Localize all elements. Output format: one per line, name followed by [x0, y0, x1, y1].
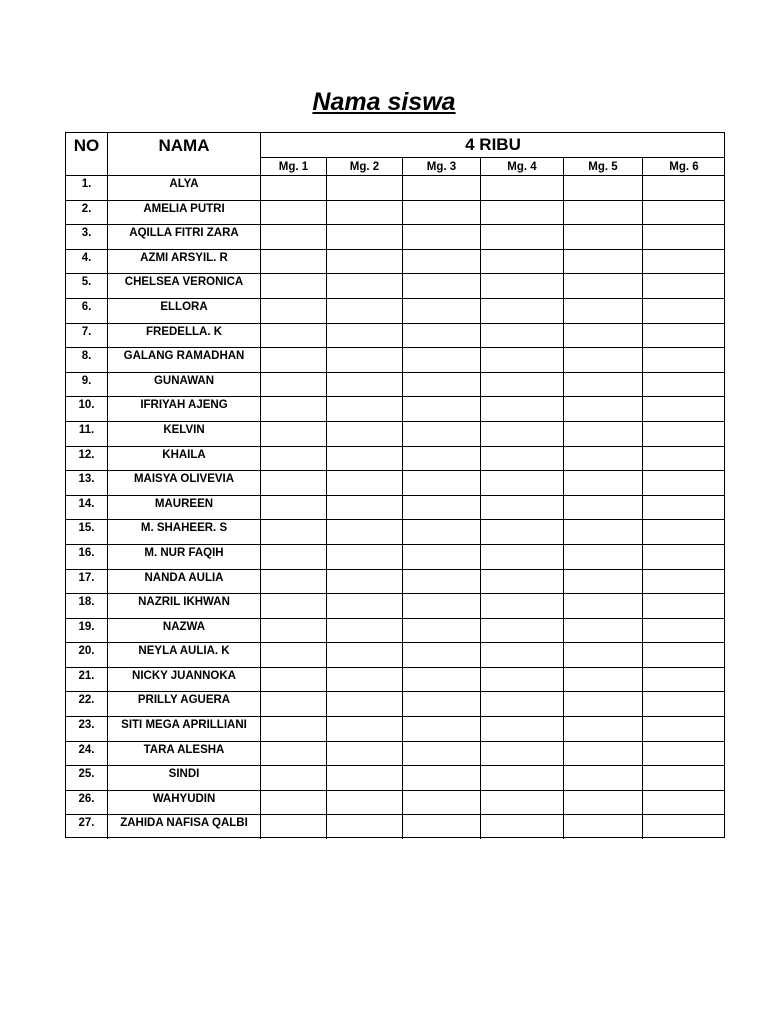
student-name: FREDELLA. K	[108, 324, 261, 348]
week-cell	[403, 299, 481, 323]
student-name: ELLORA	[108, 299, 261, 323]
student-name: MAISYA OLIVEVIA	[108, 471, 261, 495]
week-cell	[564, 373, 643, 397]
student-name: AMELIA PUTRI	[108, 201, 261, 225]
week-cell	[564, 422, 643, 446]
week-cell	[564, 692, 643, 716]
table-row	[66, 323, 724, 348]
table-row	[66, 790, 724, 815]
student-name: KELVIN	[108, 422, 261, 446]
week-cell	[481, 348, 564, 372]
week-cell	[643, 225, 724, 249]
week-cell	[643, 742, 724, 766]
week-cell	[643, 570, 724, 594]
week-cell	[403, 373, 481, 397]
week-cell	[261, 766, 327, 790]
week-cell	[327, 791, 403, 815]
table-row	[66, 495, 724, 520]
table-row	[66, 691, 724, 716]
week-cell	[403, 348, 481, 372]
week-cell	[643, 643, 724, 667]
week-cell	[327, 496, 403, 520]
week-cell	[564, 274, 643, 298]
student-name: GUNAWAN	[108, 373, 261, 397]
row-number: 12.	[66, 447, 108, 471]
week-cell	[403, 250, 481, 274]
week-cell	[564, 594, 643, 618]
table-row	[66, 667, 724, 692]
week-cell	[403, 201, 481, 225]
week-cell	[643, 791, 724, 815]
week-cell	[481, 815, 564, 839]
week-cell	[403, 176, 481, 200]
week-cell	[261, 815, 327, 839]
week-cell	[403, 422, 481, 446]
week-cell	[643, 299, 724, 323]
table-row	[66, 544, 724, 569]
header-group: 4 RIBU	[261, 133, 725, 158]
table-row	[66, 618, 724, 643]
week-cell	[481, 766, 564, 790]
week-cell	[481, 742, 564, 766]
table-row	[66, 765, 724, 790]
row-number: 1.	[66, 176, 108, 200]
week-cell	[327, 447, 403, 471]
table-row	[66, 470, 724, 495]
week-cell	[481, 594, 564, 618]
row-number: 6.	[66, 299, 108, 323]
student-name: NAZWA	[108, 619, 261, 643]
week-cell	[261, 348, 327, 372]
week-cell	[643, 324, 724, 348]
week-cell	[261, 496, 327, 520]
week-cell	[261, 742, 327, 766]
week-cell	[643, 447, 724, 471]
week-cell	[643, 471, 724, 495]
week-cell	[403, 643, 481, 667]
week-cell	[261, 447, 327, 471]
week-cell	[327, 176, 403, 200]
week-cell	[481, 520, 564, 544]
page-title: Nama siswa	[312, 88, 456, 116]
week-cell	[564, 668, 643, 692]
week-cell	[643, 422, 724, 446]
week-cell	[643, 668, 724, 692]
week-cell	[403, 570, 481, 594]
week-cell	[643, 594, 724, 618]
header-no: NO	[66, 133, 108, 175]
student-name: M. SHAHEER. S	[108, 520, 261, 544]
week-cell	[327, 520, 403, 544]
week-cell	[564, 643, 643, 667]
week-cell	[261, 274, 327, 298]
week-header: Mg. 5	[564, 158, 643, 175]
week-cell	[403, 717, 481, 741]
week-cell	[564, 348, 643, 372]
row-number: 4.	[66, 250, 108, 274]
student-name: CHELSEA VERONICA	[108, 274, 261, 298]
week-header: Mg. 1	[261, 158, 327, 175]
student-name: WAHYUDIN	[108, 791, 261, 815]
week-cell	[564, 201, 643, 225]
week-cell	[643, 397, 724, 421]
week-cell	[403, 791, 481, 815]
week-cell	[261, 668, 327, 692]
week-cell	[564, 397, 643, 421]
week-cell	[261, 225, 327, 249]
row-number: 19.	[66, 619, 108, 643]
week-cell	[403, 496, 481, 520]
week-cell	[327, 668, 403, 692]
week-cell	[481, 397, 564, 421]
week-cell	[481, 668, 564, 692]
week-cell	[481, 692, 564, 716]
week-cell	[403, 668, 481, 692]
student-name: ALYA	[108, 176, 261, 200]
week-cell	[403, 766, 481, 790]
week-cell	[564, 619, 643, 643]
row-number: 11.	[66, 422, 108, 446]
week-cell	[403, 692, 481, 716]
week-header: Mg. 6	[669, 160, 699, 173]
week-cell	[261, 299, 327, 323]
table-row	[66, 200, 724, 225]
week-cell	[481, 422, 564, 446]
week-cell	[261, 791, 327, 815]
week-cell	[643, 176, 724, 200]
week-cell	[403, 447, 481, 471]
week-cell	[261, 324, 327, 348]
table-row	[66, 814, 724, 839]
week-cell	[643, 250, 724, 274]
week-cell	[564, 250, 643, 274]
week-cell	[564, 766, 643, 790]
week-cell	[403, 274, 481, 298]
student-name: MAUREEN	[108, 496, 261, 520]
week-cell	[481, 250, 564, 274]
student-name: SITI MEGA APRILLIANI	[108, 717, 261, 741]
week-cell	[403, 324, 481, 348]
week-cell	[643, 619, 724, 643]
week-cell	[481, 471, 564, 495]
week-cell	[643, 373, 724, 397]
table-row	[66, 273, 724, 298]
week-cell	[643, 815, 724, 839]
week-cell	[327, 815, 403, 839]
header-nama: NAMA	[108, 133, 261, 175]
week-cell	[564, 471, 643, 495]
table-row	[66, 642, 724, 667]
week-cell	[403, 471, 481, 495]
table-row	[66, 298, 724, 323]
week-cell	[643, 766, 724, 790]
week-header: Mg. 4	[481, 158, 564, 175]
week-cell	[564, 520, 643, 544]
week-header: Mg. 3	[403, 158, 481, 175]
week-cell	[327, 201, 403, 225]
table-row	[66, 372, 724, 397]
week-cell	[403, 397, 481, 421]
week-cell	[327, 570, 403, 594]
row-number: 7.	[66, 324, 108, 348]
student-name: ZAHIDA NAFISA QALBI	[108, 815, 261, 839]
week-cell	[261, 619, 327, 643]
week-cell	[261, 520, 327, 544]
table-row	[66, 593, 724, 618]
student-name: NANDA AULIA	[108, 570, 261, 594]
week-cell	[327, 717, 403, 741]
week-cell	[643, 520, 724, 544]
week-cell	[327, 422, 403, 446]
week-cell	[327, 299, 403, 323]
week-cell	[403, 594, 481, 618]
week-cell	[261, 250, 327, 274]
row-number: 8.	[66, 348, 108, 372]
student-name: AZMI ARSYIL. R	[108, 250, 261, 274]
student-name: IFRIYAH AJENG	[108, 397, 261, 421]
row-number: 14.	[66, 496, 108, 520]
week-cell	[481, 570, 564, 594]
week-cell	[261, 594, 327, 618]
table-row	[66, 519, 724, 544]
week-cell	[564, 447, 643, 471]
week-cell	[327, 348, 403, 372]
student-name: AQILLA FITRI ZARA	[108, 225, 261, 249]
table-body	[66, 175, 724, 839]
student-name: PRILLY AGUERA	[108, 692, 261, 716]
student-name: TARA ALESHA	[108, 742, 261, 766]
student-name: NICKY JUANNOKA	[108, 668, 261, 692]
row-number: 2.	[66, 201, 108, 225]
week-cell	[481, 176, 564, 200]
week-cell	[261, 201, 327, 225]
week-cell	[261, 643, 327, 667]
week-cell	[643, 545, 724, 569]
week-cell	[643, 717, 724, 741]
week-cell	[643, 274, 724, 298]
week-header: Mg. 2	[327, 158, 403, 175]
week-cell	[481, 299, 564, 323]
row-number: 20.	[66, 643, 108, 667]
row-number: 9.	[66, 373, 108, 397]
week-cell	[327, 594, 403, 618]
table-row	[66, 741, 724, 766]
week-cell	[261, 545, 327, 569]
week-cell	[327, 742, 403, 766]
week-cell	[643, 348, 724, 372]
week-cell	[261, 373, 327, 397]
week-cell	[261, 397, 327, 421]
row-number: 15.	[66, 520, 108, 544]
week-header-row	[261, 158, 725, 175]
table-row	[66, 396, 724, 421]
week-cell	[261, 570, 327, 594]
row-number: 3.	[66, 225, 108, 249]
student-name: NEYLA AULIA. K	[108, 643, 261, 667]
row-number: 21.	[66, 668, 108, 692]
table-row	[66, 249, 724, 274]
week-cell	[564, 299, 643, 323]
table-row	[66, 175, 724, 200]
row-number: 13.	[66, 471, 108, 495]
attendance-table	[65, 132, 725, 838]
table-row	[66, 446, 724, 471]
week-cell	[564, 570, 643, 594]
week-cell	[564, 815, 643, 839]
week-cell	[261, 717, 327, 741]
week-cell	[564, 176, 643, 200]
week-cell	[403, 815, 481, 839]
week-cell	[481, 225, 564, 249]
week-cell	[327, 545, 403, 569]
row-number: 24.	[66, 742, 108, 766]
week-cell	[481, 545, 564, 569]
week-cell	[261, 692, 327, 716]
row-number: 18.	[66, 594, 108, 618]
week-cell	[643, 201, 724, 225]
row-number: 26.	[66, 791, 108, 815]
week-cell	[481, 201, 564, 225]
week-cell	[327, 643, 403, 667]
student-name: NAZRIL IKHWAN	[108, 594, 261, 618]
table-row	[66, 569, 724, 594]
week-cell	[564, 324, 643, 348]
week-cell	[327, 225, 403, 249]
table-row	[66, 347, 724, 372]
student-name: KHAILA	[108, 447, 261, 471]
week-cell	[564, 717, 643, 741]
week-cell	[327, 274, 403, 298]
week-cell	[481, 373, 564, 397]
table-row	[66, 421, 724, 446]
row-number: 25.	[66, 766, 108, 790]
week-cell	[481, 717, 564, 741]
week-cell	[481, 643, 564, 667]
table-row	[66, 224, 724, 249]
week-cell	[564, 742, 643, 766]
week-cell	[327, 471, 403, 495]
row-number: 27.	[66, 815, 108, 839]
row-number: 23.	[66, 717, 108, 741]
week-cell	[481, 496, 564, 520]
student-name: GALANG RAMADHAN	[108, 348, 261, 372]
student-name: SINDI	[108, 766, 261, 790]
week-cell	[403, 520, 481, 544]
week-cell	[481, 619, 564, 643]
row-number: 17.	[66, 570, 108, 594]
week-cell	[403, 742, 481, 766]
week-cell	[327, 397, 403, 421]
week-cell	[403, 619, 481, 643]
week-cell	[643, 692, 724, 716]
week-cell	[564, 545, 643, 569]
week-cell	[327, 619, 403, 643]
week-cell	[327, 250, 403, 274]
week-cell	[403, 545, 481, 569]
week-cell	[327, 766, 403, 790]
week-cell	[481, 791, 564, 815]
week-cell	[564, 225, 643, 249]
week-cell	[327, 692, 403, 716]
week-cell	[403, 225, 481, 249]
week-cell	[261, 471, 327, 495]
week-cell	[564, 496, 643, 520]
week-cell	[481, 274, 564, 298]
row-number: 5.	[66, 274, 108, 298]
student-name: M. NUR FAQIH	[108, 545, 261, 569]
row-number: 22.	[66, 692, 108, 716]
week-cell	[564, 791, 643, 815]
row-number: 10.	[66, 397, 108, 421]
row-number: 16.	[66, 545, 108, 569]
week-cell	[327, 373, 403, 397]
week-cell	[327, 324, 403, 348]
week-cell	[481, 324, 564, 348]
week-cell	[481, 447, 564, 471]
week-cell	[261, 422, 327, 446]
week-cell	[643, 496, 724, 520]
table-row	[66, 716, 724, 741]
week-cell	[261, 176, 327, 200]
